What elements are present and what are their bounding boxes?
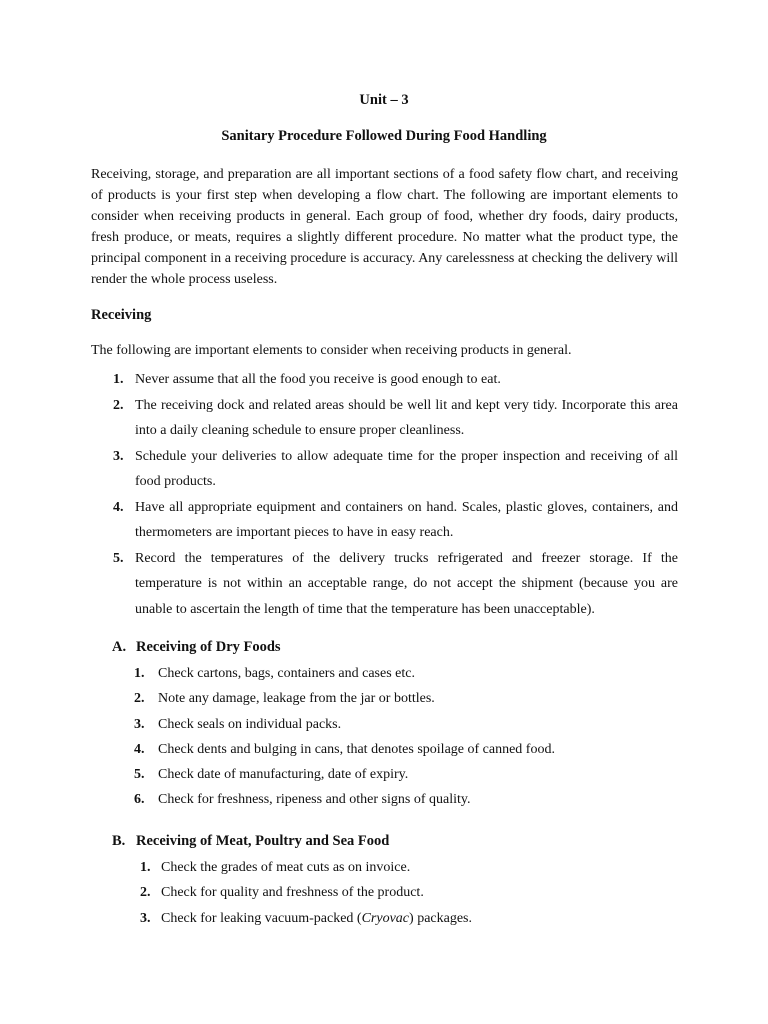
list-text: Check dents and bulging in cans, that denotes spoilage of canned food. <box>158 741 555 757</box>
dry-foods-list <box>134 661 694 813</box>
list-text: Schedule your deliveries to allow adequate time for the proper inspection and receiving of all food products. <box>135 448 678 489</box>
list-text: Check date of manufacturing, date of expiry. <box>158 767 409 783</box>
list-text: Check the grades of meat cuts as on invoice. <box>161 860 411 875</box>
list-item <box>134 661 694 686</box>
receiving-heading: Receiving <box>91 307 152 323</box>
list-item <box>134 712 694 737</box>
list-number: 4. <box>113 499 124 515</box>
list-number: 6. <box>134 792 145 808</box>
section-a-heading <box>112 639 281 656</box>
document-title: Sanitary Procedure Followed During Food Handling <box>221 128 547 144</box>
list-item <box>134 762 694 787</box>
list-text: The receiving dock and related areas should be well lit and kept very tidy. Incorporate this area into a daily cleaning schedule to ensure proper cleanliness. <box>135 397 678 438</box>
list-number: 5. <box>113 550 124 566</box>
receiving-list <box>91 367 678 622</box>
list-number: 5. <box>134 767 145 783</box>
list-text: Check for leaking vacuum-packed (Cryovac) packages. <box>161 910 472 926</box>
list-number: 3. <box>134 716 145 732</box>
list-number: 1. <box>140 860 151 875</box>
list-item <box>91 367 678 393</box>
intro-paragraph: Receiving, storage, and preparation are all important sections of a food safety flow chart, and receiving of products is your first step when developing a flow chart. The following are important elements to consider when receiving products in general. Each group of food, whether dry foods, dairy products, fresh produce, or meats, requires a slightly different procedure. No matter what the product type, the principal component in a receiving procedure is accuracy. Any carelessness at checking the delivery will render the whole process useless. <box>91 167 678 287</box>
brand-name: Cryovac <box>361 910 410 926</box>
list-text: Check for freshness, ripeness and other signs of quality. <box>158 792 471 808</box>
list-text: Check cartons, bags, containers and cases etc. <box>158 666 415 681</box>
list-text: Have all appropriate equipment and containers on hand. Scales, plastic gloves, containers, and thermometers are important pieces to have in easy reach. <box>135 499 678 540</box>
list-item <box>134 686 694 711</box>
section-a-title: Receiving of Dry Foods <box>136 639 281 655</box>
list-item <box>134 737 694 762</box>
list-item <box>140 855 680 880</box>
list-item <box>91 393 678 444</box>
section-b-heading <box>112 833 389 850</box>
list-number: 3. <box>113 448 124 464</box>
list-item <box>91 495 678 546</box>
list-number: 3. <box>140 910 151 926</box>
list-text: Check seals on individual packs. <box>158 716 342 732</box>
list-item <box>140 880 680 905</box>
unit-heading: Unit – 3 <box>359 92 409 108</box>
list-text: Never assume that all the food you receive is good enough to eat. <box>135 372 501 387</box>
receiving-lead: The following are important elements to consider when receiving products in general. <box>91 343 572 358</box>
list-item <box>91 546 678 623</box>
list-number: 2. <box>140 885 151 901</box>
list-number: 2. <box>113 397 124 413</box>
list-number: 2. <box>134 691 145 707</box>
list-number: 1. <box>134 666 145 681</box>
list-item <box>140 906 680 931</box>
meat-poultry-list <box>140 855 680 931</box>
list-number: 4. <box>134 741 145 757</box>
list-text: Note any damage, leakage from the jar or bottles. <box>158 691 435 707</box>
list-item <box>91 444 678 495</box>
section-a-letter: A. <box>112 639 127 655</box>
section-b-letter: B. <box>112 833 126 849</box>
list-item <box>134 787 694 812</box>
section-b-title: Receiving of Meat, Poultry and Sea Food <box>136 833 390 849</box>
list-number: 1. <box>113 372 124 387</box>
list-text: Check for quality and freshness of the product. <box>161 885 424 901</box>
list-text: Record the temperatures of the delivery trucks refrigerated and freezer storage. If the temperature is not within an acceptable range, do not accept the shipment (because you are unable to ascertain the length of time that the temperature has been unacceptable). <box>135 550 678 617</box>
